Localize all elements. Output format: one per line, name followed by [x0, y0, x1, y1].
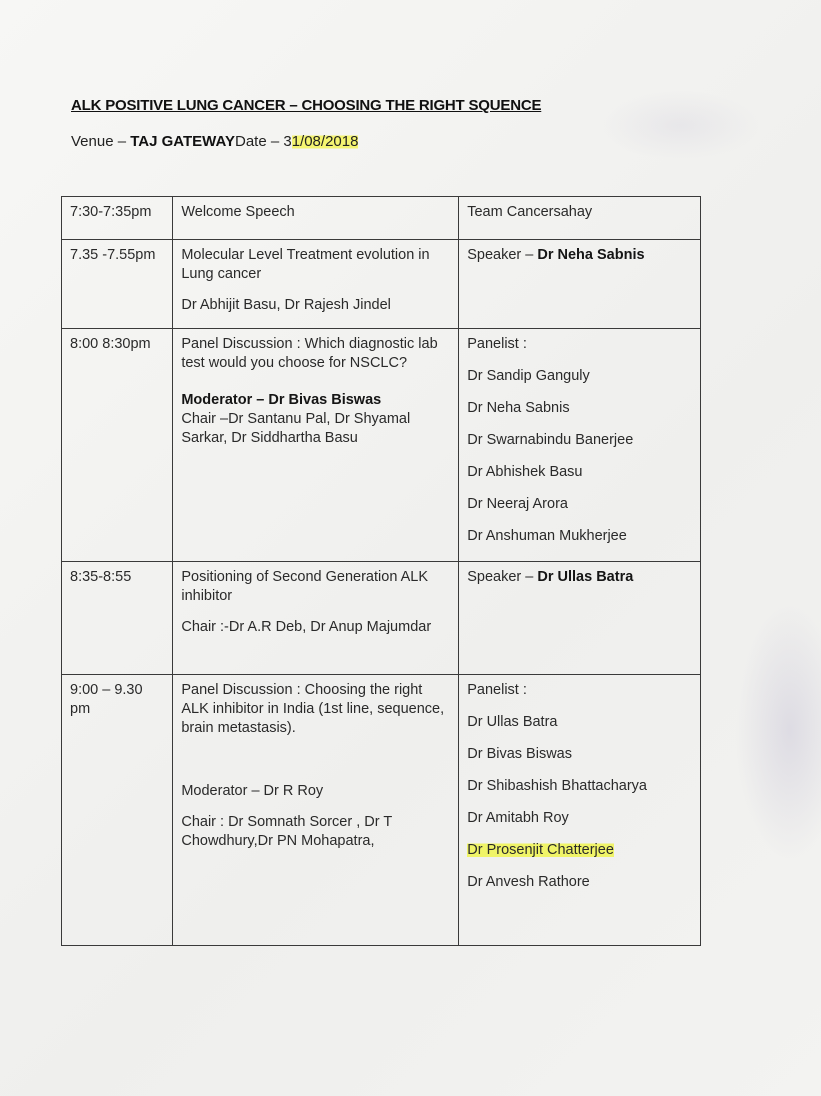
speaker-label: Speaker – — [467, 247, 538, 263]
panelist: Dr Anshuman Mukherjee — [467, 528, 627, 544]
speaker-name: Dr Neha Sabnis — [537, 247, 645, 263]
panelist: Dr Swarnabindu Banerjee — [467, 432, 634, 448]
panelist — [467, 841, 692, 860]
speaker-cell — [459, 240, 701, 329]
schedule-table — [61, 196, 701, 946]
panelist: Dr Bivas Biswas — [467, 746, 572, 762]
topic-text: Panel Discussion : Which diagnostic lab test would you choose for NSCLC? — [181, 336, 438, 371]
chair: Chair –Dr Santanu Pal, Dr Shyamal Sarkar, Dr Siddhartha Basu — [181, 411, 411, 446]
panelist: Dr Sandip Ganguly — [467, 368, 590, 384]
topic-cell — [173, 562, 459, 675]
topic-cell — [173, 675, 459, 946]
table-row — [62, 562, 701, 675]
chair: Chair :-Dr A.R Deb, Dr Anup Majumdar — [181, 619, 432, 635]
table-row — [62, 240, 701, 329]
topic-cell: Welcome Speech — [173, 197, 459, 240]
table-row — [62, 675, 701, 946]
topic-text: Molecular Level Treatment evolution in Lung cancer — [181, 247, 430, 282]
paper-stain — [735, 600, 821, 860]
panelist: Dr Neeraj Arora — [467, 496, 568, 512]
panelist: Dr Shibashish Bhattacharya — [467, 778, 647, 794]
speaker-cell — [459, 675, 701, 946]
topic-cell — [173, 240, 459, 329]
panelist: Dr Amitabh Roy — [467, 810, 569, 826]
panelist: Dr Neha Sabnis — [467, 400, 570, 416]
moderator: Moderator – Dr Bivas Biswas — [181, 392, 382, 408]
panelist: Dr Anvesh Rathore — [467, 874, 590, 890]
panelist: Dr Abhishek Basu — [467, 464, 583, 480]
speaker-cell — [459, 329, 701, 562]
topic-names: Dr Abhijit Basu, Dr Rajesh Jindel — [181, 297, 391, 313]
time-cell: 8:00 8:30pm — [62, 329, 173, 562]
venue-name: TAJ GATEWAY — [130, 133, 235, 150]
panelist: Dr Ullas Batra — [467, 714, 558, 730]
table-row — [62, 197, 701, 240]
topic-text: Positioning of Second Generation ALK inhibitor — [181, 569, 429, 604]
topic-cell — [173, 329, 459, 562]
highlighted-panelist: Dr Prosenjit Chatterjee — [467, 842, 614, 858]
speaker-name: Dr Ullas Batra — [537, 569, 634, 585]
time-cell: 9:00 – 9.30 pm — [62, 675, 173, 946]
time-cell: 7.35 -7.55pm — [62, 240, 173, 329]
speaker-cell — [459, 562, 701, 675]
chair: Chair : Dr Somnath Sorcer , Dr T Chowdhury,Dr PN Mohapatra, — [181, 814, 392, 849]
panelist-label: Panelist : — [467, 682, 527, 698]
venue-line — [71, 133, 358, 150]
speaker-cell: Team Cancersahay — [459, 197, 701, 240]
time-cell: 7:30-7:35pm — [62, 197, 173, 240]
topic-text: Panel Discussion : Choosing the right ALK inhibitor in India (1st line, sequence, brain metastasis). — [181, 682, 445, 736]
speaker-label: Speaker – — [467, 569, 538, 585]
panelist-label: Panelist : — [467, 336, 527, 352]
venue-label: Venue – — [71, 133, 131, 150]
moderator: Moderator – Dr R Roy — [181, 783, 324, 799]
event-date: 1/08/2018 — [291, 133, 359, 150]
document-title: ALK POSITIVE LUNG CANCER – CHOOSING THE RIGHT SQUENCE — [71, 97, 542, 114]
table-row — [62, 329, 701, 562]
paper-stain — [600, 90, 760, 160]
date-label: Date – 3 — [234, 133, 292, 150]
time-cell: 8:35-8:55 — [62, 562, 173, 675]
